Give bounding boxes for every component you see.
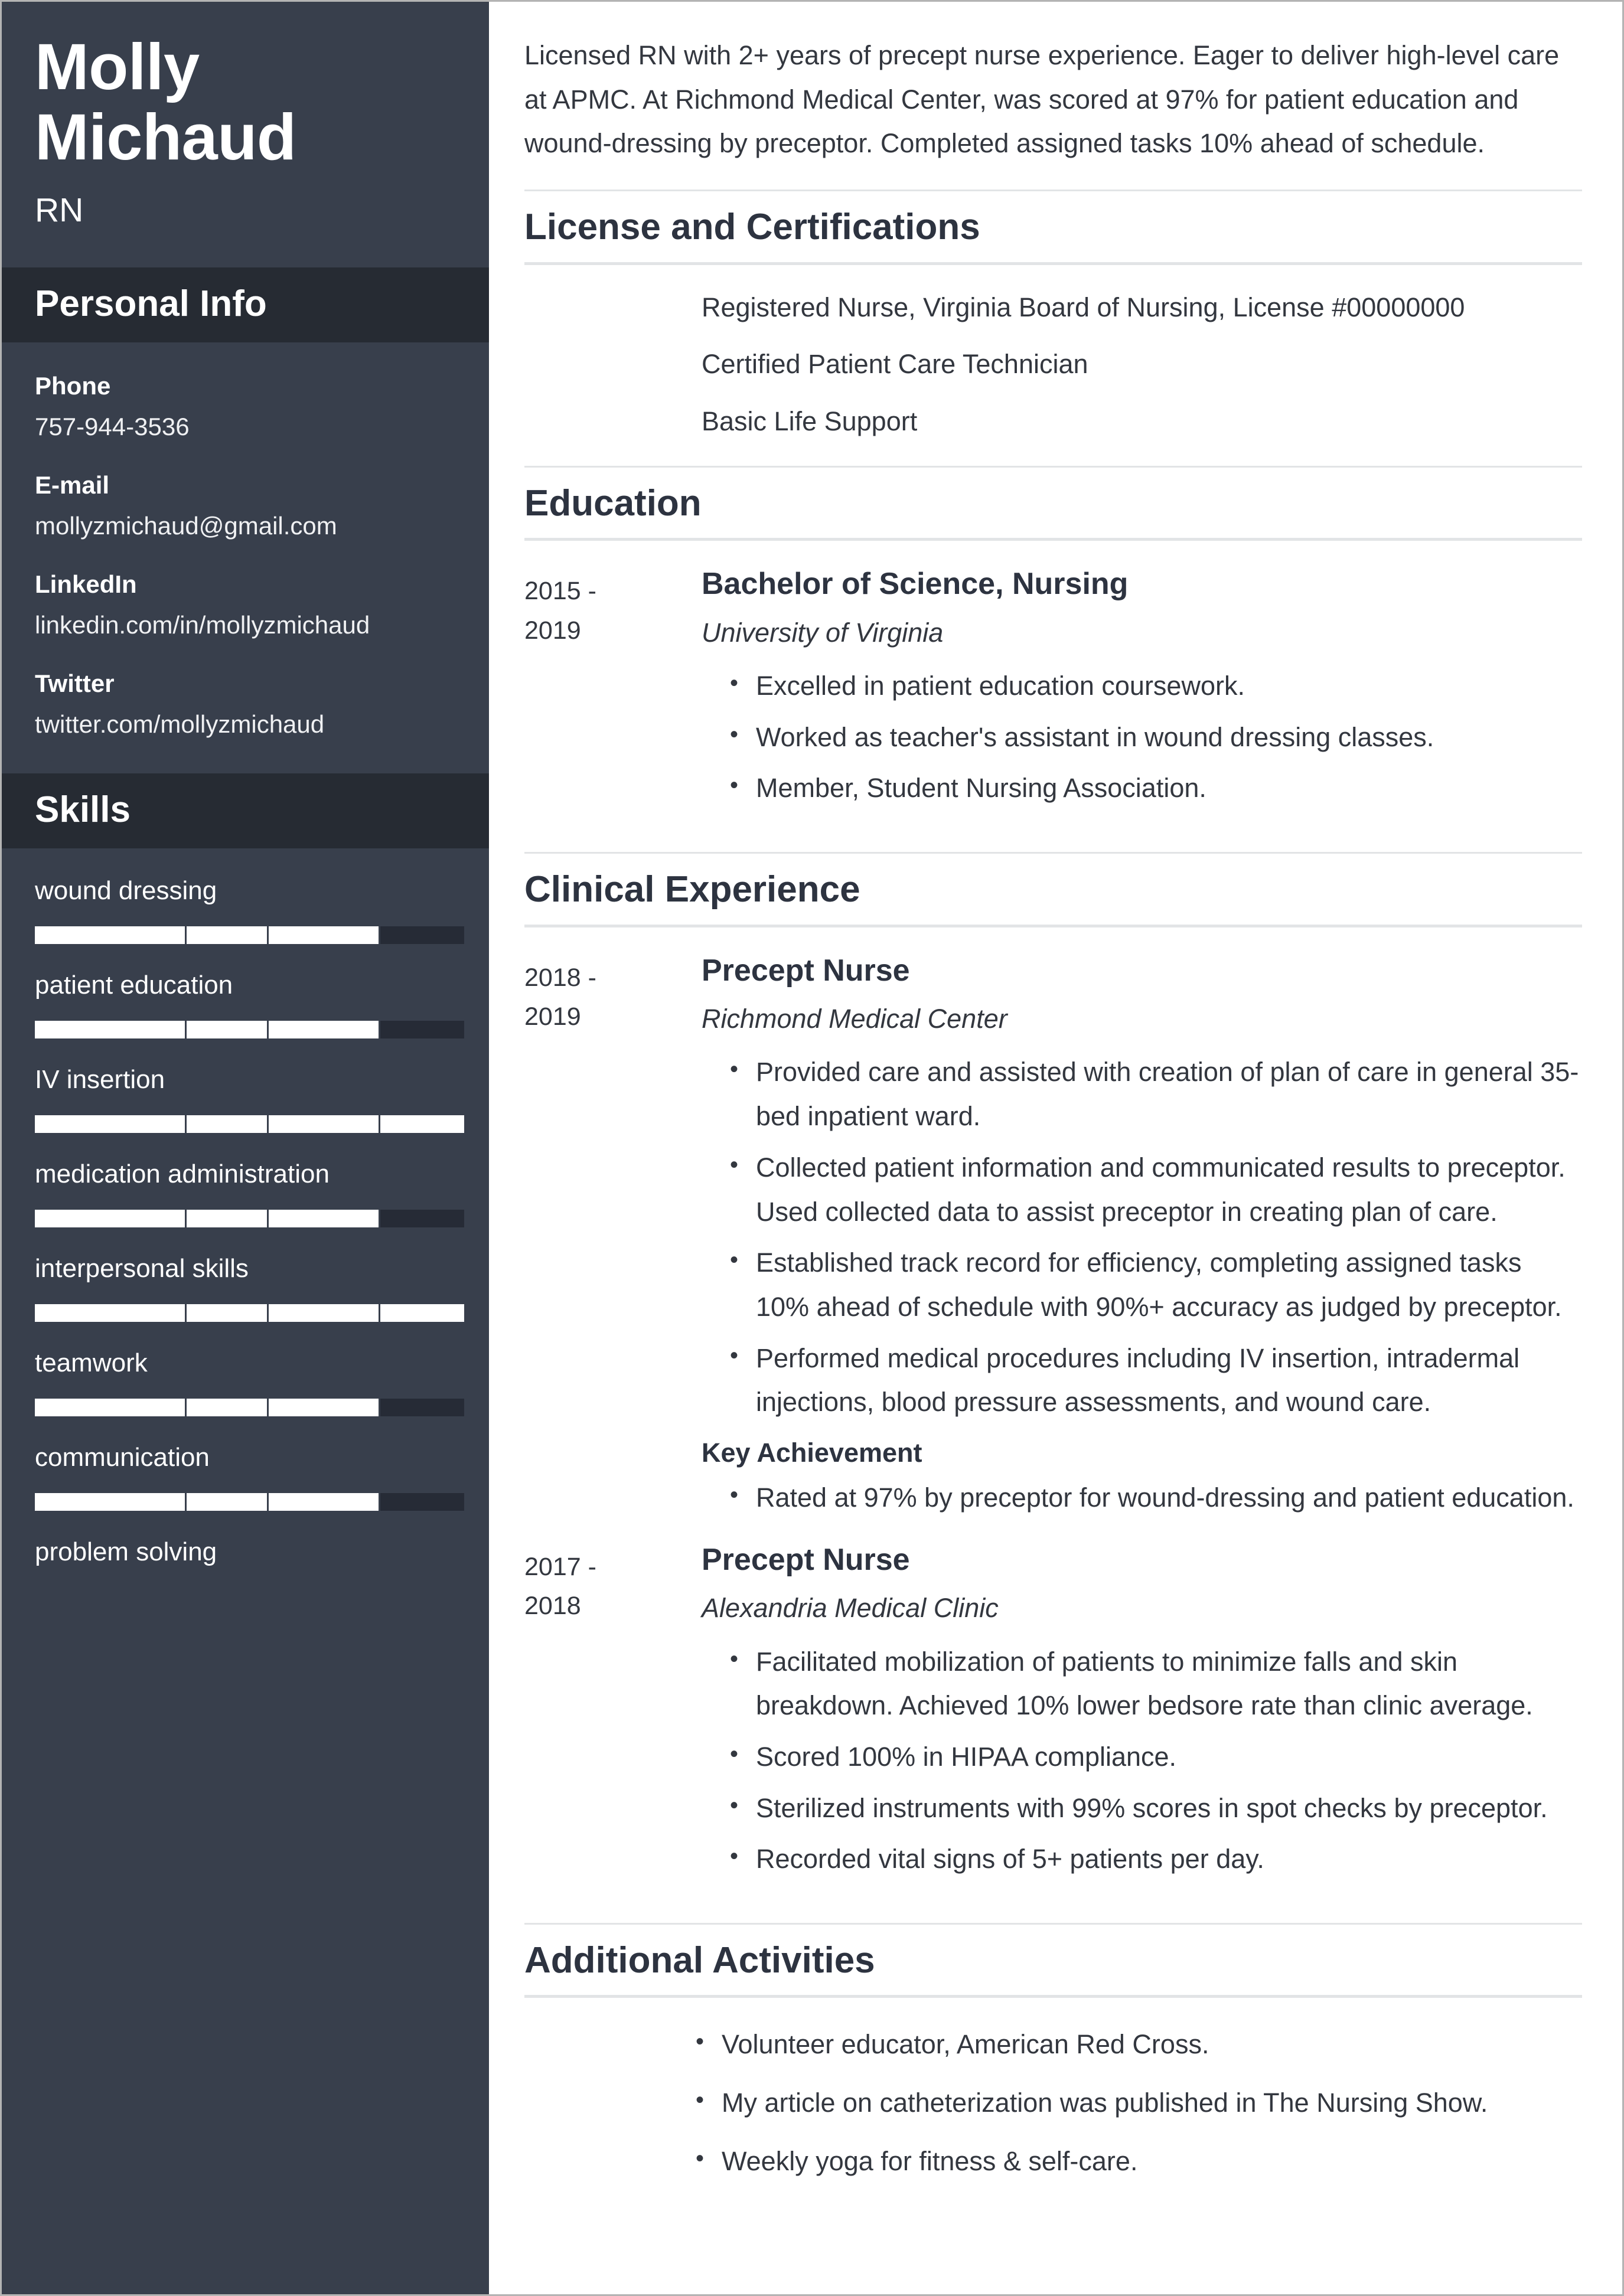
- skill-level-fill: [35, 1399, 379, 1416]
- entry-body: [702, 566, 1582, 818]
- job-title: RN: [35, 191, 84, 229]
- section-licenses: [524, 190, 1582, 440]
- entry-date-from: 2017 -: [524, 1552, 596, 1581]
- bullet-item: • Member, Student Nursing Association.: [730, 766, 1582, 811]
- bullet-item: • Facilitated mobilization of patients to minimize falls and skin breakdown. Achieved 10% lower bedsore rate than clinic average.: [730, 1640, 1582, 1728]
- skill-name: medication administration: [35, 1160, 330, 1189]
- entry-organization: Richmond Medical Center: [702, 1003, 1007, 1034]
- contact-value[interactable]: linkedin.com/in/mollyzmichaud: [35, 611, 370, 639]
- skill-bar-divider: [379, 1021, 380, 1038]
- skill-bar-divider: [185, 1304, 187, 1322]
- skill-bar-divider: [267, 1210, 269, 1227]
- contact-value[interactable]: 757-944-3536: [35, 413, 190, 441]
- experience-heading-wrap: [524, 852, 1582, 927]
- skill-item: [35, 1536, 456, 1568]
- skill-bar-divider: [185, 1115, 187, 1133]
- last-name: Michaud: [35, 100, 296, 174]
- skill-name: teamwork: [35, 1348, 148, 1378]
- entry-role: Bachelor of Science, Nursing: [702, 567, 1129, 602]
- licenses-heading: License and Certifications: [524, 207, 980, 248]
- key-achievement-label: Key Achievement: [702, 1437, 922, 1468]
- skill-level-bar: [35, 1304, 464, 1322]
- activity-item: • Volunteer educator, American Red Cross.: [696, 2023, 1582, 2067]
- entry-date-to: 2019: [524, 1002, 581, 1031]
- sidebar: [2, 2, 489, 2294]
- bullet-item: • Rated at 97% by preceptor for wound-dressing and patient education.: [730, 1476, 1582, 1520]
- activities-heading: Additional Activities: [524, 1939, 875, 1981]
- contact-label: E-mail: [35, 471, 110, 499]
- entry-organization: University of Virginia: [702, 617, 944, 648]
- skill-level-fill: [35, 1115, 464, 1133]
- contact-item: [35, 569, 456, 641]
- license-item: Certified Patient Care Technician: [702, 349, 1088, 380]
- contact-label: Twitter: [35, 669, 115, 697]
- contact-item: [35, 470, 456, 542]
- license-item: Basic Life Support: [702, 406, 918, 436]
- summary-paragraph: Licensed RN with 2+ years of precept nurse experience. Eager to deliver high-level care at APMC. At Richmond Medical Center, was scored at 97% for patient education and wound-dressing by preceptor. Completed assigned tasks 10% ahead of schedule.: [524, 40, 1560, 159]
- skill-item: [35, 969, 456, 1038]
- skill-name: patient education: [35, 971, 233, 1000]
- contact-label: LinkedIn: [35, 570, 137, 598]
- entry-body: [702, 1541, 1582, 1889]
- education-heading: Education: [524, 482, 702, 524]
- skill-level-bar: [35, 1399, 464, 1416]
- bullet-item: • Provided care and assisted with creation of plan of care in general 35-bed inpatient ward.: [730, 1050, 1582, 1138]
- activities-heading-wrap: [524, 1923, 1582, 1998]
- education-entries: [524, 566, 1582, 818]
- experience-entries: [524, 952, 1582, 1889]
- skill-item: [35, 874, 456, 944]
- entry-body: [702, 952, 1582, 1527]
- licenses-list: [524, 290, 1582, 440]
- license-item: Registered Nurse, Virginia Board of Nursing, License #00000000: [702, 292, 1465, 322]
- skill-bar-divider: [379, 1115, 380, 1133]
- skill-name: interpersonal skills: [35, 1254, 249, 1283]
- skill-bar-divider: [379, 1304, 380, 1322]
- licenses-heading-wrap: [524, 190, 1582, 264]
- skill-item: [35, 1252, 456, 1322]
- skill-level-fill: [35, 926, 379, 944]
- main-column: [489, 2, 1622, 2294]
- name-block: [2, 2, 489, 267]
- skill-bar-divider: [267, 1115, 269, 1133]
- contact-value[interactable]: twitter.com/mollyzmichaud: [35, 710, 325, 739]
- timeline-entry: [524, 952, 1582, 1527]
- bullet-item: • Excelled in patient education coursework.: [730, 664, 1582, 708]
- bullet-item: • Sterilized instruments with 99% scores in spot checks by preceptor.: [730, 1786, 1582, 1831]
- skill-item: [35, 1158, 456, 1227]
- skill-level-fill: [35, 1021, 379, 1038]
- section-education: [524, 466, 1582, 818]
- bullet-item: • Recorded vital signs of 5+ patients per day.: [730, 1837, 1582, 1882]
- skill-bar-divider: [379, 1210, 380, 1227]
- skill-level-bar: [35, 1493, 464, 1511]
- entry-bullets: [702, 664, 1582, 811]
- section-activities: [524, 1923, 1582, 2184]
- contact-value[interactable]: mollyzmichaud@gmail.com: [35, 512, 337, 540]
- activities-list: [524, 2023, 1582, 2183]
- skill-bar-divider: [379, 926, 380, 944]
- contact-label: Phone: [35, 371, 111, 400]
- skill-level-bar: [35, 926, 464, 944]
- skill-bar-divider: [185, 1399, 187, 1416]
- personal-info-heading: Personal Info: [2, 267, 489, 342]
- bullet-item: • Collected patient information and communicated results to preceptor. Used collected data to assist preceptor in creating plan of care.: [730, 1146, 1582, 1234]
- skill-name: IV insertion: [35, 1065, 165, 1095]
- skill-level-fill: [35, 1304, 464, 1322]
- contact-item: [35, 668, 456, 740]
- bullet-item: • Performed medical procedures including IV insertion, intradermal injections, blood pressure assessments, and wound care.: [730, 1337, 1582, 1425]
- bullet-item: • Scored 100% in HIPAA compliance.: [730, 1735, 1582, 1779]
- timeline-entry: [524, 1541, 1582, 1889]
- personal-info-list: [2, 342, 489, 773]
- entry-bullets: [702, 1050, 1582, 1425]
- entry-date-to: 2018: [524, 1592, 581, 1621]
- skill-level-bar: [35, 1210, 464, 1227]
- activity-item: • My article on catheterization was published in The Nursing Show.: [696, 2081, 1582, 2125]
- skill-level-bar: [35, 1021, 464, 1038]
- entry-dates: [524, 566, 702, 650]
- skill-name: communication: [35, 1443, 210, 1472]
- entry-date-to: 2019: [524, 616, 581, 645]
- skill-bar-divider: [379, 1399, 380, 1416]
- bullet-item: • Worked as teacher's assistant in wound dressing classes.: [730, 716, 1582, 760]
- entry-date-from: 2015 -: [524, 577, 596, 606]
- key-achievement-list: [702, 1476, 1582, 1520]
- skill-level-bar: [35, 1115, 464, 1133]
- skills-list: [2, 848, 489, 1628]
- experience-heading: Clinical Experience: [524, 869, 860, 910]
- bullet-item: • Established track record for efficiency, completing assigned tasks 10% ahead of schedule with 90%+ accuracy as judged by preceptor.: [730, 1241, 1582, 1329]
- entry-role: Precept Nurse: [702, 953, 910, 988]
- skill-bar-divider: [185, 1210, 187, 1227]
- skill-item: [35, 1441, 456, 1511]
- skill-bar-divider: [267, 926, 269, 944]
- activity-item: • Weekly yoga for fitness & self-care.: [696, 2140, 1582, 2184]
- education-heading-wrap: [524, 466, 1582, 541]
- section-experience: [524, 852, 1582, 1889]
- skill-item: [35, 1347, 456, 1416]
- skill-name: wound dressing: [35, 876, 217, 906]
- skill-bar-divider: [267, 1399, 269, 1416]
- skill-level-fill: [35, 1210, 379, 1227]
- skill-bar-divider: [267, 1304, 269, 1322]
- skill-bar-divider: [379, 1493, 380, 1511]
- skill-bar-divider: [185, 1493, 187, 1511]
- contact-item: [35, 371, 456, 443]
- entry-date-from: 2018 -: [524, 963, 596, 992]
- skill-name: problem solving: [35, 1537, 217, 1567]
- entry-role: Precept Nurse: [702, 1542, 910, 1577]
- skill-bar-divider: [185, 1021, 187, 1038]
- skill-level-fill: [35, 1493, 379, 1511]
- entry-bullets: [702, 1640, 1582, 1882]
- timeline-entry: [524, 566, 1582, 818]
- entry-dates: [524, 1541, 702, 1626]
- skill-bar-divider: [185, 926, 187, 944]
- skill-bar-divider: [267, 1021, 269, 1038]
- entry-organization: Alexandria Medical Clinic: [702, 1593, 999, 1624]
- skill-bar-divider: [267, 1493, 269, 1511]
- skill-item: [35, 1063, 456, 1133]
- entry-dates: [524, 952, 702, 1037]
- first-name: Molly: [35, 31, 200, 103]
- skills-heading: Skills: [2, 773, 489, 848]
